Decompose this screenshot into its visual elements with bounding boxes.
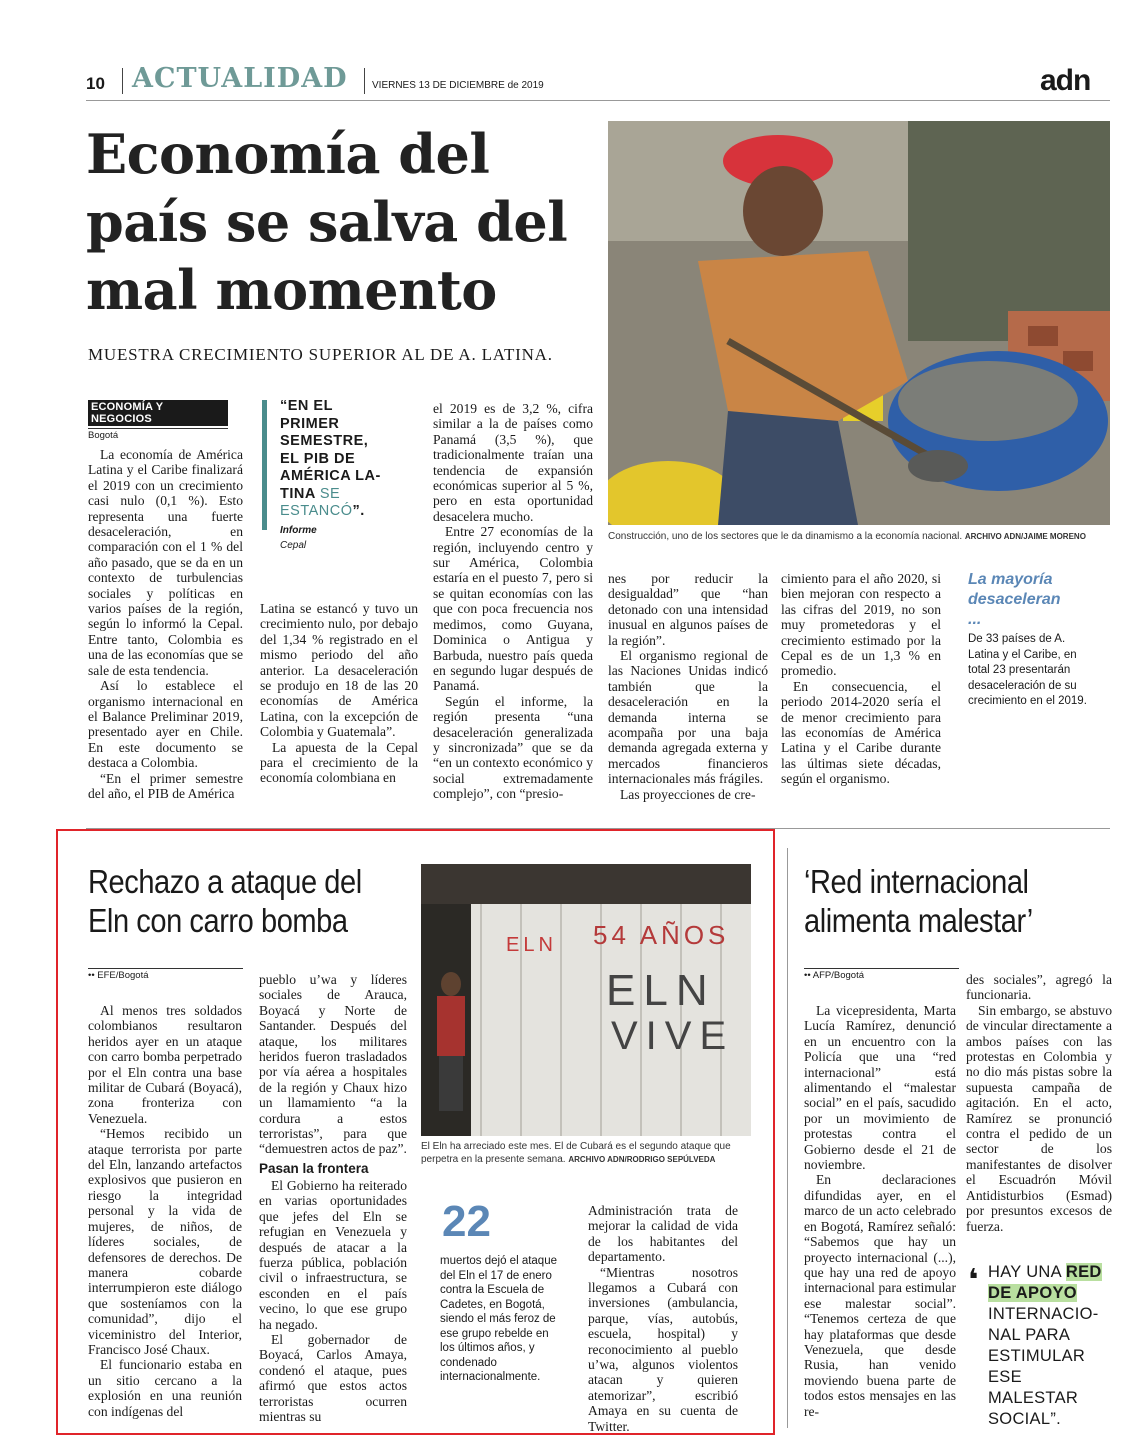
paragraph: La economía de América Latina y el Caribe finalizará el 2019 con un crecimiento casi nulo (0,1 %). Esto representa una fuerte desaceleración, en comparación con el 1 % del año pasado, que se da en un contexto de turbulencias sociales y políticas en varios países de la región, según lo informó la Cepal. Entre tanto, Colombia es una de las economías que se sale de esta tendencia. — [88, 447, 243, 678]
graffiti-text: ELN — [606, 966, 716, 1015]
paragraph: “Hemos recibido un ataque terrorista por parte del Eln, lanzando artefactos explosivos que pusieron en riesgo la integridad personal y la vida de mujeres, de niños, de líderes sociales, de defensores de derechos. De manera cobarde interrumpieron este diálogo que sosteníamos con la comunidad”, dijo el viceministro del Interior, Francisco José Chaux. — [88, 1126, 242, 1357]
paragraph: Así lo establece el organismo internacional en el Balance Preliminar 2019, presentado ayer en Chile. En este documento se destaca a Colombia. — [88, 678, 243, 771]
stat-text: muertos dejó el ataque del Eln el 17 de enero contra la Escuela de Cadetes, en Bogotá, siendo el más feroz de ese grupo rebelde en los últimos años, y condenado internacionalmente. — [440, 1255, 557, 1383]
page-number: 10 — [86, 74, 105, 93]
stat-box — [432, 1197, 562, 1385]
quote-source: Informe — [280, 524, 317, 536]
paragraph: En consecuencia, el periodo 2014-2020 sería el de menor crecimiento para las economías de América Latina y el Caribe durante las últimas siete décadas, según el organismo. — [781, 678, 941, 787]
lead-column-2 — [260, 601, 418, 786]
red-column-2 — [966, 972, 1112, 1234]
paragraph: Según el informe, la región presenta “una desaceleración generalizada y sincronizada” que se da “en un contexto económico y social extremadamente complejo”, con “presio- — [433, 693, 593, 802]
paragraph: nes por reducir la desigualdad” que “han detonado con una intensidad inusual en algunos países de la región”. — [608, 571, 768, 648]
eln-subhead: Pasan la frontera — [259, 1160, 369, 1176]
paragraph: En declaraciones difundidas ayer, en el marco de un acto celebrado en Bogotá, Ramírez señaló: “Sabemos que hay un proyecto internacional (...), que hay una red de apoyo internacional para estimular ese malestar social”. “Tenemos certeza de que hay plataformas que desde Venezuela, que desde Rusia, han venido moviendo buena parte de todos estos mensajes en las re- — [804, 1172, 956, 1419]
graffiti-text: VIVE — [611, 1014, 735, 1058]
red-pull-quote: ❛ HAY UNA RED DE APOYO INTERNACIO- NAL PARA ESTIMULAR ESE MALESTAR SOCIAL”. — [968, 1263, 1102, 1428]
sidebar-title: La mayoría desaceleran ... — [968, 571, 1061, 628]
eln-headline: Rechazo a ataque del Eln con carro bomba — [88, 863, 362, 939]
quote-highlight: ESTANCÓ — [280, 503, 353, 519]
paragraph: Sin embargo, se abstuvo de vincular directamente a ambos países con las protestas en Colombia y no dio más pistas sobre la supuesta campaña de agitación. En el acto, Ramírez se pronunció contra el pedido de un sector de los manifestantes de disolver el Escuadrón Móvil Antidisturbios (Esmad) por presuntos excesos de fuerza. — [966, 1002, 1112, 1234]
quote-highlight: DE APOYO — [988, 1284, 1077, 1302]
construction-photo — [608, 121, 1110, 525]
eln-column-2 — [259, 972, 407, 1424]
quote-org: Cepal — [280, 539, 307, 551]
paragraph: La vicepresidenta, Marta Lucía Ramírez, denunció en un encuentro con la Policía que una “red internacional” está alimentando el “malestar social” en el país, sacudido por un movimiento de protestas contra el Gobierno desde el 21 de noviembre. — [804, 1003, 956, 1173]
masthead — [86, 62, 1110, 98]
red-dateline: •• AFP/Bogotá — [804, 968, 959, 981]
eln-column-1 — [88, 1003, 242, 1419]
paragraph: El gobernador de Boyacá, Carlos Amaya, condenó el ataque, pues afirmó que estos actos terroristas ocurren mientras su — [259, 1331, 407, 1424]
lead-column-3 — [433, 401, 593, 802]
dateline: Bogotá — [88, 428, 228, 441]
paragraph: Latina se estancó y tuvo un crecimiento nulo, por debajo del 1,34 % registrado en el mismo periodo del año anterior. La desaceleración se produjo en 18 de las 20 economías de América Latina, con la excepción de Colombia y Guatemala”. — [260, 601, 418, 740]
red-column-1 — [804, 1003, 956, 1419]
brand-logo: adn — [1040, 64, 1091, 97]
paragraph: Las proyecciones de cre- — [620, 786, 756, 802]
graffiti-text: ELN — [506, 934, 557, 956]
paragraph: pueblo u’wa y líderes sociales de Arauca, Boyacá y Norte de Santander. Después del ataque, los militares heridos fueron trasladados por vía aérea a hospitales de la región y Chaux hizo un llamamiento “a la cordura a estos terroristas”, para que “demuestren actos de paz”. — [259, 972, 407, 1157]
lead-subhead: MUESTRA CRECIMIENTO SUPERIOR AL DE A. LATINA. — [88, 345, 553, 364]
paragraph: des sociales”, agregó la funcionaria. — [966, 972, 1112, 1003]
sidebar-text: De 33 países de A. Latina y el Caribe, en total 23 presentarán desaceleración de su crecimiento en el 2019. — [968, 633, 1087, 707]
lead-headline: Economía del país se salva del mal momento — [86, 122, 568, 322]
eln-photo-caption: El Eln ha arreciado este mes. El de Cubará es el segundo ataque que perpetra en la presente semana. ARCHIVO ADN/RODRIGO SEPÚLVEDA — [421, 1141, 731, 1165]
lead-column-1 — [88, 447, 243, 801]
paragraph: Al menos tres soldados colombianos resultaron heridos ayer en un ataque con carro bomba perpetrado por el Eln contra una base militar de Cubará (Boyacá), zona fronteriza con Venezuela. — [88, 1003, 242, 1126]
paragraph: “Mientras nosotros llegamos a Cubará con inversiones (ambulancia, parque, vías, autobús, escuela, hospital) y reconocimiento al pueblo u’wa, algunos violentos atacan y quieren atemorizar”, escribió Amaya en su cuenta de Twitter. — [588, 1264, 738, 1434]
graffiti-photo — [421, 864, 751, 1136]
section-title: ACTUALIDAD — [132, 63, 348, 94]
sidebar — [968, 570, 1098, 710]
paragraph: Entre 27 economías de la región, incluyendo centro y sur América, Colombia estaría en el puesto 7, pero si se quitan economías con las que con poca frecuencia nos medimos, como Guyana, Dominica o Antigua y Barbuda, nuestro país queda en segundo lugar después de Panamá. — [433, 524, 593, 694]
lead-column-4 — [608, 571, 768, 802]
red-headline: ‘Red internacional alimenta malestar’ — [804, 863, 1033, 939]
paragraph: el 2019 es de 3,2 %, cifra similar a la de países como Panamá (3,5 %), que tradicionalmente traían una tendencia de expansión económicas superior al 5 %, pero en esta oportunidad desacelera mucho. — [433, 401, 593, 524]
stat-number: 22 — [442, 1197, 491, 1246]
section-tag-block — [88, 400, 228, 441]
eln-column-4 — [588, 1203, 738, 1434]
masthead-rule — [86, 100, 1110, 101]
quote-mark-icon: ❛ — [968, 1263, 979, 1298]
graffiti-text: 54 AÑOS — [593, 920, 730, 950]
masthead-divider — [122, 68, 123, 94]
pull-quote: “EN EL PRIMER SEMESTRE, EL PIB DE AMÉRICA LA- TINA SE ESTANCÓ”. Informe Cepal — [262, 398, 412, 551]
paragraph: El Gobierno ha reiterado en varias oportunidades que jefes del Eln se refugian en Venezuela y después de atacar a la fuerza pública, población civil o infraestructura, se esconden en el país vecino, lo que ese grupo ha negado. — [259, 1177, 407, 1332]
quote-bar — [262, 400, 267, 530]
paragraph: Administración trata de mejorar la calidad de vida de los habitantes del departamento. — [588, 1203, 738, 1265]
construction-photo-illustration — [608, 121, 1110, 525]
quote-highlight: SE — [319, 485, 341, 502]
column-divider — [787, 848, 788, 1428]
issue-date: VIERNES 13 DE DICIEMBRE de 2019 — [372, 80, 544, 91]
paragraph: La apuesta de la Cepal para el crecimiento de la economía colombiana en — [260, 739, 418, 786]
lead-column-5 — [781, 571, 941, 787]
paragraph: El organismo regional de las Naciones Unidas indicó también que la desaceleración en la demanda interna se acompaña por una baja demanda agregada externa y mercados financieros internacionales más frágiles. — [608, 648, 768, 787]
eln-dateline: •• EFE/Bogotá — [88, 968, 243, 981]
paragraph: cimiento para el año 2020, si bien mejoran con respecto a las cifras del 2019, no son muy prometedoras y el crecimiento estimado por la Cepal es de un 1,3 % en promedio. — [781, 571, 941, 679]
masthead-divider — [364, 68, 365, 94]
section-tag: ECONOMÍA Y NEGOCIOS — [88, 400, 228, 426]
paragraph: “En el primer semestre del año, el PIB de América — [88, 770, 243, 801]
quote-highlight: RED — [1065, 1263, 1102, 1281]
paragraph: El funcionario estaba en un sitio cercano a la explosión en una reunión con indígenas del — [88, 1357, 242, 1419]
lead-photo-caption: Construcción, uno de los sectores que le da dinamismo a la economía nacional. ARCHIVO ADN/JAIME MORENO — [608, 531, 1086, 542]
